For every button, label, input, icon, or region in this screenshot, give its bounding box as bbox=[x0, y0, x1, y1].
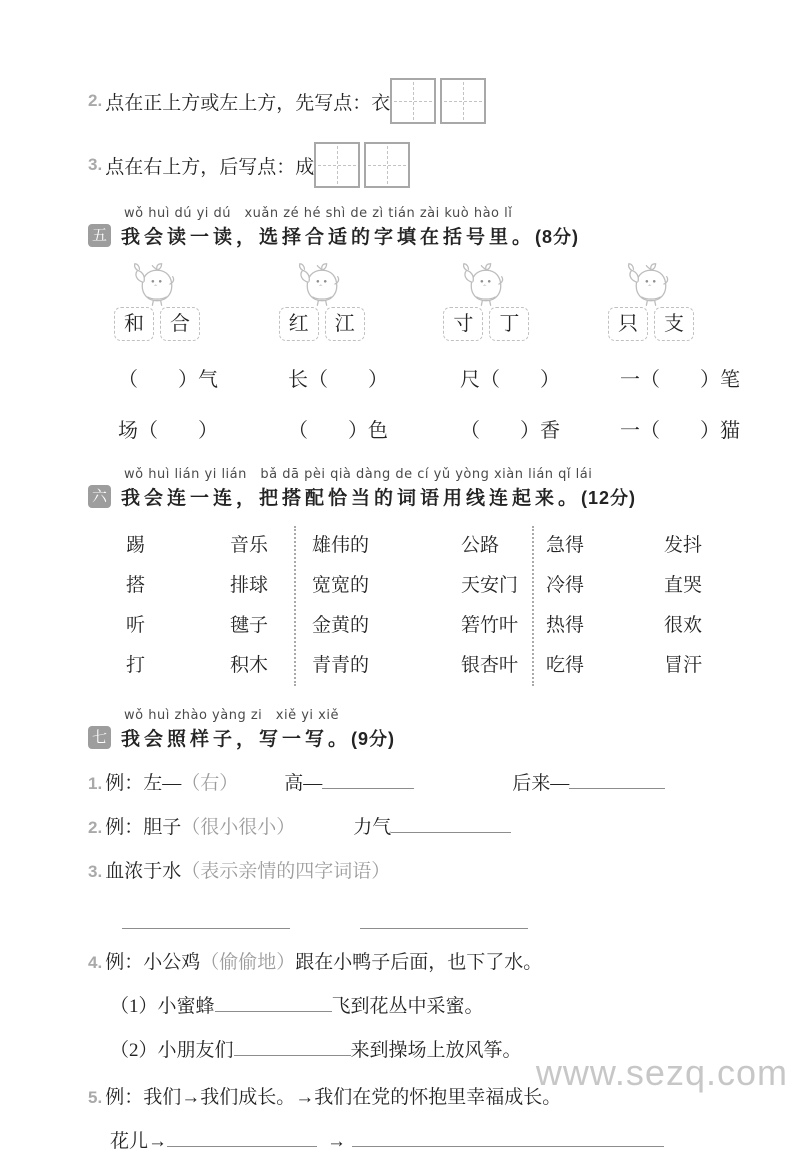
question-number: 2. bbox=[88, 91, 103, 110]
match-item: 冷得 bbox=[546, 575, 585, 596]
question-7-1 bbox=[88, 768, 712, 795]
section-5-badge: 五 bbox=[88, 224, 111, 247]
match-group-2 bbox=[294, 526, 532, 686]
choice-group-3 bbox=[443, 261, 529, 341]
match-item: 很欢 bbox=[663, 615, 702, 636]
fill-row-1 bbox=[88, 363, 740, 392]
arrow-glyph: → bbox=[327, 1131, 347, 1152]
answer-blank bbox=[167, 1131, 317, 1147]
section-7-title: 我会照样子，写一写。 bbox=[121, 729, 352, 750]
question-7-3-blanks bbox=[88, 913, 712, 929]
match-item: 毽子 bbox=[229, 615, 268, 636]
answer-blank bbox=[215, 996, 332, 1012]
character-choice-row bbox=[88, 249, 712, 341]
fill-row-2 bbox=[88, 414, 740, 443]
fill-cell: 一（ ）笔 bbox=[620, 369, 740, 391]
section-6-badge: 六 bbox=[88, 485, 111, 508]
question-number: 3. bbox=[88, 862, 103, 881]
question-number: 5. bbox=[88, 1088, 103, 1107]
match-item: 银杏叶 bbox=[460, 655, 518, 676]
section-6-header bbox=[88, 463, 712, 510]
question-text: 点在右上方，后写点：成 bbox=[105, 156, 315, 178]
section-5-header bbox=[88, 202, 712, 249]
choice-char: 江 bbox=[325, 307, 365, 341]
choice-char: 支 bbox=[654, 307, 694, 341]
question-3-row bbox=[88, 138, 712, 192]
example-text: 例：左— bbox=[105, 773, 182, 794]
prompt-text: 飞到花丛中采蜜。 bbox=[331, 996, 484, 1017]
section-7-pinyin: wǒ huì zhào yàng zi xiě yi xiě bbox=[124, 708, 339, 723]
fill-cell: （ ）香 bbox=[460, 420, 560, 442]
match-item: 宽宽的 bbox=[312, 575, 370, 596]
match-group-3 bbox=[532, 526, 712, 686]
section-7-badge: 七 bbox=[88, 726, 111, 749]
chick-icon bbox=[129, 261, 185, 309]
prompt-text: 花儿→ bbox=[110, 1131, 168, 1152]
section-7-score: (9分) bbox=[351, 728, 396, 749]
question-7-3 bbox=[88, 856, 712, 883]
prompt-text: 力气 bbox=[353, 817, 392, 838]
answer-blank bbox=[360, 913, 528, 929]
matching-exercise bbox=[88, 526, 712, 686]
example-hint: （偷偷地） bbox=[200, 952, 296, 973]
writing-grid-box bbox=[440, 78, 486, 124]
chick-icon bbox=[458, 261, 514, 309]
chick-icon bbox=[623, 261, 679, 309]
writing-grid-box bbox=[364, 142, 410, 188]
chick-icon bbox=[294, 261, 350, 309]
prompt-text: 来到操场上放风筝。 bbox=[350, 1040, 522, 1061]
section-5-title: 我会读一读，选择合适的字填在括号里。 bbox=[121, 227, 536, 248]
choice-group-4 bbox=[608, 261, 694, 341]
example-hint: （很小很小） bbox=[181, 817, 296, 838]
answer-blank bbox=[234, 1040, 351, 1056]
question-7-4 bbox=[88, 947, 712, 974]
section-7-header bbox=[88, 704, 712, 751]
match-item: 公路 bbox=[460, 535, 499, 556]
fill-cell: （ ）气 bbox=[118, 369, 218, 391]
choice-char: 丁 bbox=[489, 307, 529, 341]
section-5-pinyin: wǒ huì dú yi dú xuǎn zé hé shì de zì tián zài kuò hào lǐ bbox=[124, 206, 513, 221]
match-item: 金黄的 bbox=[312, 615, 370, 636]
fill-cell: 一（ ）猫 bbox=[620, 420, 740, 442]
writing-grid-box bbox=[390, 78, 436, 124]
section-6-pinyin: wǒ huì lián yi lián bǎ dā pèi qià dàng de cí yǔ yòng xiàn lián qǐ lái bbox=[124, 467, 593, 482]
match-item: 箬竹叶 bbox=[460, 615, 518, 636]
choice-char: 红 bbox=[279, 307, 319, 341]
match-item: 急得 bbox=[546, 535, 585, 556]
prompt-hint: （表示亲情的四字词语） bbox=[181, 861, 391, 882]
answer-blank bbox=[322, 773, 414, 789]
match-group-1 bbox=[88, 526, 294, 686]
question-7-5-sub bbox=[88, 1126, 712, 1153]
example-text: 例：小公鸡 bbox=[105, 952, 201, 973]
prompt-text: 高— bbox=[284, 773, 323, 794]
choice-group-2 bbox=[279, 261, 365, 341]
match-item: 直哭 bbox=[663, 575, 702, 596]
question-number: 2. bbox=[88, 818, 103, 837]
match-item: 踢 bbox=[126, 535, 146, 556]
fill-cell: 场（ ） bbox=[118, 420, 218, 442]
match-item: 冒汗 bbox=[663, 655, 702, 676]
question-number: 1. bbox=[88, 774, 103, 793]
question-text: 点在正上方或左上方，先写点：衣 bbox=[105, 92, 391, 114]
choice-char: 合 bbox=[160, 307, 200, 341]
section-6-score: (12分) bbox=[581, 487, 637, 508]
match-item: 雄伟的 bbox=[312, 535, 370, 556]
answer-blank bbox=[352, 1131, 664, 1147]
choice-group-1 bbox=[114, 261, 200, 341]
question-number: 4. bbox=[88, 953, 103, 972]
match-item: 打 bbox=[126, 655, 146, 676]
site-watermark: www.sezq.com bbox=[535, 1052, 788, 1093]
prompt-text: 后来— bbox=[512, 773, 570, 794]
writing-grid-box bbox=[314, 142, 360, 188]
example-text: 跟在小鸭子后面，也下了水。 bbox=[295, 952, 543, 973]
question-7-4-sub-1 bbox=[88, 991, 712, 1018]
match-item: 音乐 bbox=[229, 535, 268, 556]
answer-blank bbox=[391, 817, 511, 833]
choice-char: 只 bbox=[608, 307, 648, 341]
question-2-row bbox=[88, 74, 712, 128]
match-item: 吃得 bbox=[546, 655, 585, 676]
prompt-text: （2）小朋友们 bbox=[110, 1040, 234, 1061]
example-text: 例：我们→我们成长。→我们在党的怀抱里幸福成长。 bbox=[105, 1087, 562, 1108]
match-item: 积木 bbox=[229, 655, 268, 676]
prompt-text: 血浓于水 bbox=[105, 861, 182, 882]
example-hint: （右） bbox=[181, 773, 239, 794]
match-item: 青青的 bbox=[312, 655, 370, 676]
fill-cell: 长（ ） bbox=[288, 369, 388, 391]
answer-blank bbox=[122, 913, 290, 929]
match-item: 听 bbox=[126, 615, 146, 636]
choice-char: 寸 bbox=[443, 307, 483, 341]
match-item: 热得 bbox=[546, 615, 585, 636]
match-item: 发抖 bbox=[663, 535, 702, 556]
section-5-score: (8分) bbox=[535, 226, 580, 247]
fill-cell: 尺（ ） bbox=[460, 369, 560, 391]
match-item: 排球 bbox=[229, 575, 268, 596]
question-number: 3. bbox=[88, 155, 103, 174]
section-6-title: 我会连一连，把搭配恰当的词语用线连起来。 bbox=[121, 488, 582, 509]
answer-blank bbox=[569, 773, 665, 789]
prompt-text: （1）小蜜蜂 bbox=[110, 996, 215, 1017]
question-7-2 bbox=[88, 812, 712, 839]
match-item: 天安门 bbox=[460, 575, 518, 596]
match-item: 搭 bbox=[126, 575, 146, 596]
example-text: 例：胆子 bbox=[105, 817, 182, 838]
choice-char: 和 bbox=[114, 307, 154, 341]
fill-cell: （ ）色 bbox=[288, 420, 388, 442]
